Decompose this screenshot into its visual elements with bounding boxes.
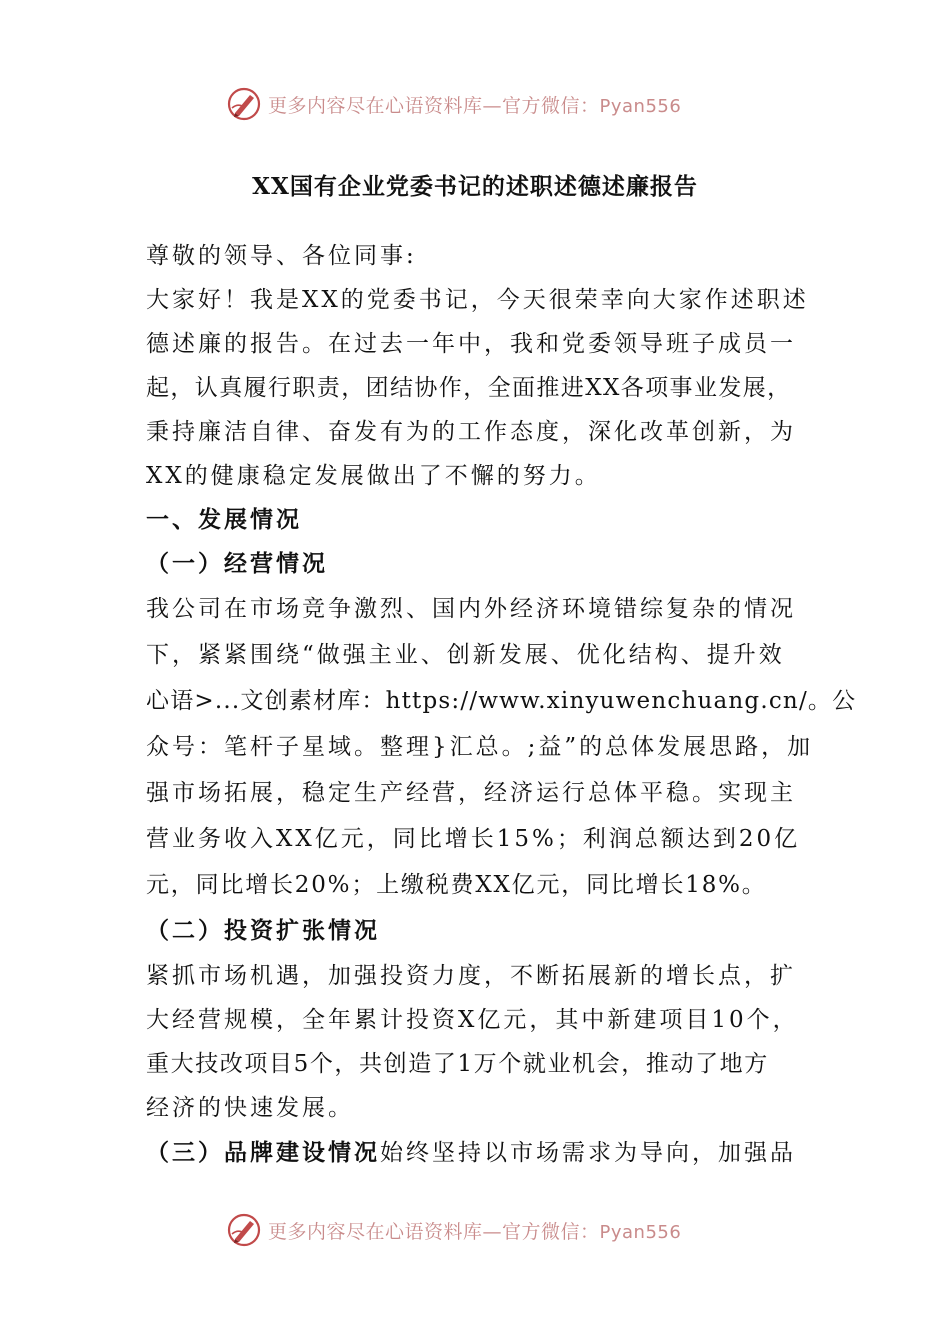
document-body — [146, 234, 857, 1176]
footer-banner — [226, 1210, 746, 1250]
salutation: 尊敬的领导、各位同事: — [146, 243, 417, 269]
intro-line: 大家好！我是XX的党委书记，今天很荣幸向大家作述职述 — [146, 287, 809, 313]
subsection-heading: （三）品牌建设情况 — [146, 1139, 380, 1166]
paragraph-line: 营业务收入XX亿元，同比增长15%；利润总额达到20亿 — [146, 826, 801, 852]
operations-paragraph — [146, 586, 857, 908]
subsection-heading: （一）经营情况 — [146, 550, 328, 577]
brand-paragraph — [146, 1130, 816, 1176]
header-banner-text — [268, 91, 681, 118]
pen-logo-icon — [226, 1212, 262, 1248]
paragraph-line: 我公司在市场竞争激烈、国内外经济环境错综复杂的情况 — [146, 596, 796, 622]
investment-paragraph — [146, 954, 816, 1130]
footer-banner-wechat: Pyan556 — [599, 1221, 682, 1243]
intro-line: 秉持廉洁自律、奋发有为的工作态度，深化改革创新，为 — [146, 419, 796, 445]
paragraph-text: 始终坚持以市场需求为导向，加强品 — [380, 1140, 796, 1166]
paragraph-line: 下，紧紧围绕“做强主业、创新发展、优化结构、提升效 — [146, 642, 785, 668]
footer-banner-label: 更多内容尽在心语资料库—官方微信： — [268, 1220, 600, 1243]
paragraph-line: 强市场拓展，稳定生产经营，经济运行总体平稳。实现主 — [146, 780, 796, 806]
section-heading: 一、发展情况 — [146, 506, 302, 533]
page-title: XX国有企业党委书记的述职述德述廉报告 — [252, 173, 698, 200]
footer-banner-text — [268, 1217, 681, 1244]
intro-line: 起，认真履行职责，团结协作，全面推进XX各项事业发展， — [146, 375, 792, 401]
pen-logo-icon — [226, 86, 262, 122]
subsection-heading: （二）投资扩张情况 — [146, 917, 380, 944]
intro-paragraph — [146, 278, 816, 498]
paragraph-line: 元，同比增长20%；上缴税费XX亿元，同比增长18%。 — [146, 872, 767, 898]
header-banner-wechat: Pyan556 — [599, 95, 682, 117]
paragraph-line: 重大技改项目5个，共创造了1万个就业机会，推动了地方 — [146, 1051, 769, 1077]
header-banner — [226, 84, 746, 124]
paragraph-line: 紧抓市场机遇，加强投资力度，不断拓展新的增长点，扩 — [146, 963, 796, 989]
paragraph-line: 大经营规模，全年累计投资X亿元，其中新建项目10个， — [146, 1007, 799, 1033]
paragraph-line: 经济的快速发展。 — [146, 1095, 354, 1121]
intro-line: XX的健康稳定发展做出了不懈的努力。 — [146, 463, 601, 489]
paragraph-line: 心语>...文创素材库：https://www.xinyuwenchuang.cn/。公 — [146, 688, 857, 714]
paragraph-line: 众号：笔杆子星域。整理}汇总。;益”的总体发展思路，加 — [146, 734, 814, 760]
intro-line: 德述廉的报告。在过去一年中，我和党委领导班子成员一 — [146, 331, 796, 357]
header-banner-label: 更多内容尽在心语资料库—官方微信： — [268, 94, 600, 117]
